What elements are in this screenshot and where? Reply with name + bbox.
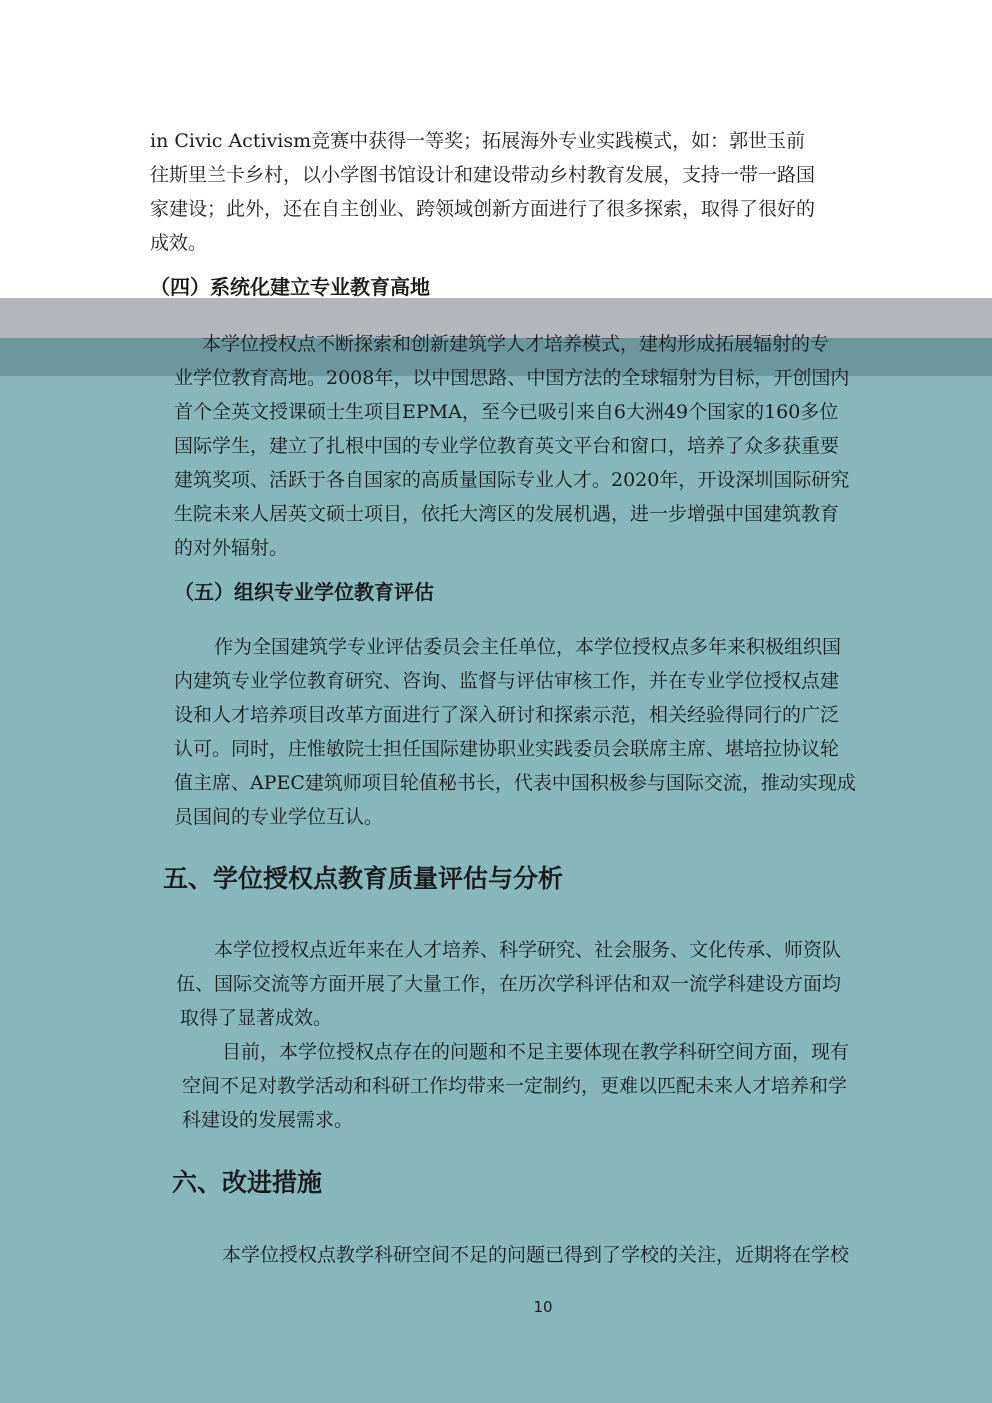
intro-line: in Civic Activism竞赛中获得一等奖；拓展海外专业实践模式，如：郭世玉前 bbox=[150, 130, 806, 152]
section-5-paragraph bbox=[174, 630, 856, 834]
section-5-line: 认可。同时，庄惟敏院士担任国际建协职业实践委员会联席主席、堪培拉协议轮 bbox=[174, 738, 840, 760]
chapter-6-paragraph bbox=[222, 1238, 849, 1272]
section-4-line: 本学位授权点不断探索和创新建筑学人才培养模式，建构形成拓展辐射的专 bbox=[202, 333, 830, 355]
section-5-line: 作为全国建筑学专业评估委员会主任单位，本学位授权点多年来积极组织国 bbox=[214, 636, 842, 658]
chapter-5-line: 取得了显著成效。 bbox=[180, 1007, 333, 1029]
intro-paragraph bbox=[150, 124, 815, 260]
section-4-line: 业学位教育高地。2008年，以中国思路、中国方法的全球辐射为目标，开创国内 bbox=[174, 367, 850, 389]
intro-line: 家建设；此外，还在自主创业、跨领域创新方面进行了很多探索，取得了很好的 bbox=[150, 198, 816, 220]
section-4-line: 生院未来人居英文硕士项目，依托大湾区的发展机遇，进一步增强中国建筑教育 bbox=[174, 503, 840, 525]
section-5-heading: （五）组织专业学位教育评估 bbox=[174, 580, 434, 604]
chapter-5-line: 科建设的发展需求。 bbox=[182, 1109, 354, 1131]
chapter-6-heading: 六、改进措施 bbox=[172, 1168, 323, 1197]
section-5-line: 值主席、APEC建筑师项目轮值秘书长，代表中国积极参与国际交流，推动实现成 bbox=[174, 772, 856, 794]
section-4-line: 首个全英文授课硕士生项目EPMA，至今已吸引来自6大洲49个国家的160多位 bbox=[174, 401, 839, 423]
chapter-5-line: 本学位授权点近年来在人才培养、科学研究、社会服务、文化传承、师资队 bbox=[214, 939, 842, 961]
page-number: 10 bbox=[533, 1298, 553, 1316]
chapter-5-line: 空间不足对教学活动和科研工作均带来一定制约，更难以匹配未来人才培养和学 bbox=[182, 1075, 848, 1097]
intro-line: 成效。 bbox=[150, 232, 208, 254]
chapter-6-line: 本学位授权点教学科研空间不足的问题已得到了学校的关注，近期将在学校 bbox=[222, 1244, 850, 1266]
chapter-5-line: 目前，本学位授权点存在的问题和不足主要体现在教学科研空间方面，现有 bbox=[222, 1041, 850, 1063]
chapter-5-paragraph-1 bbox=[176, 933, 841, 1035]
section-5-line: 内建筑专业学位教育研究、咨询、监督与评估审核工作，并在专业学位授权点建 bbox=[174, 670, 840, 692]
section-4-line: 建筑奖项、活跃于各自国家的高质量国际专业人才。2020年，开设深圳国际研究 bbox=[174, 469, 850, 491]
section-4-line: 的对外辐射。 bbox=[174, 537, 289, 559]
chapter-5-paragraph-2 bbox=[182, 1035, 849, 1137]
section-5-line: 设和人才培养项目改革方面进行了深入研讨和探索示范，相关经验得同行的广泛 bbox=[174, 704, 840, 726]
section-5-line: 员国间的专业学位互认。 bbox=[174, 806, 384, 828]
section-4-heading: （四）系统化建立专业教育高地 bbox=[150, 275, 430, 299]
intro-line: 往斯里兰卡乡村，以小学图书馆设计和建设带动乡村教育发展，支持一带一路国 bbox=[150, 164, 816, 186]
section-4-paragraph bbox=[174, 327, 849, 565]
section-4-line: 国际学生，建立了扎根中国的专业学位教育英文平台和窗口，培养了众多获重要 bbox=[174, 435, 840, 457]
chapter-5-heading: 五、学位授权点教育质量评估与分析 bbox=[163, 864, 564, 893]
chapter-5-line: 伍、国际交流等方面开展了大量工作，在历次学科评估和双一流学科建设方面均 bbox=[176, 973, 842, 995]
